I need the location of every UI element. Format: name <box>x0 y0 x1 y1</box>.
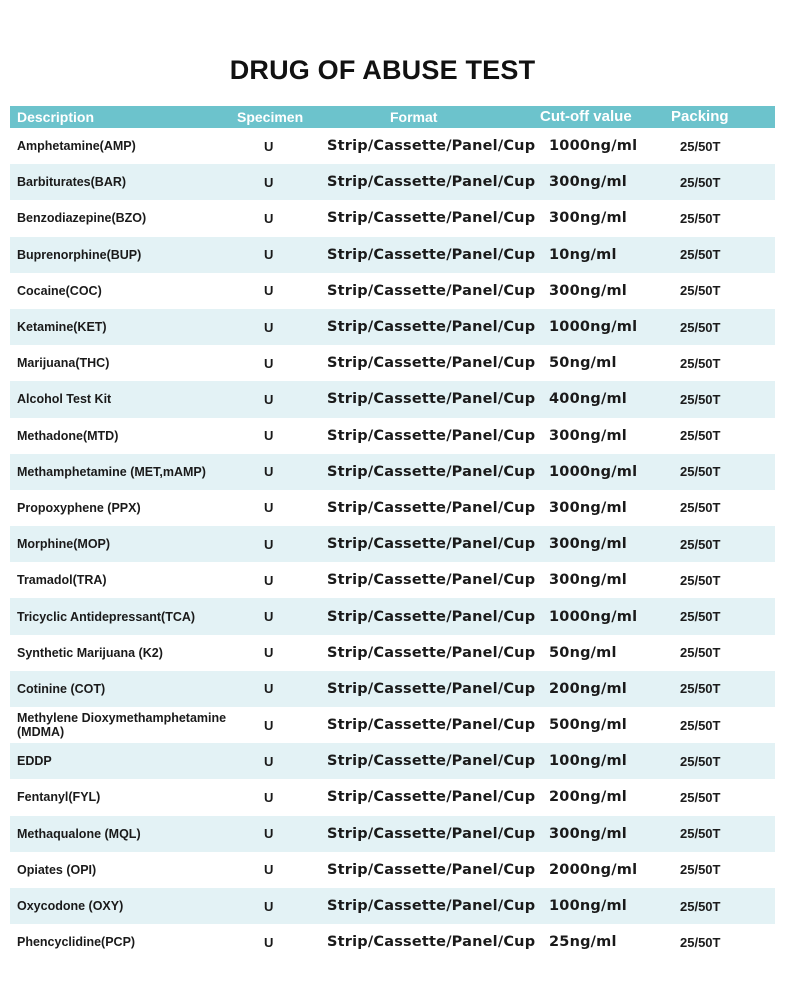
cell-description: Cotinine (COT) <box>17 681 106 696</box>
table-row <box>10 200 775 236</box>
cell-specimen: U <box>264 753 274 769</box>
cell-cutoff: 2000ng/ml <box>549 861 638 878</box>
page-title: DRUG OF ABUSE TEST <box>229 55 536 85</box>
drug-test-table <box>10 106 775 960</box>
cell-format: Strip/Cassette/Panel/Cup <box>327 753 536 770</box>
cell-specimen: U <box>264 391 274 407</box>
cell-description: EDDP <box>17 754 52 769</box>
cell-cutoff: 300ng/ml <box>549 825 627 842</box>
cell-specimen: U <box>264 247 274 263</box>
header-cutoff: Cut-off value <box>540 108 632 125</box>
cell-cutoff: 1000ng/ml <box>549 319 638 336</box>
cell-specimen: U <box>264 645 274 661</box>
table-row <box>10 273 775 309</box>
cell-cutoff: 300ng/ml <box>549 499 627 516</box>
cell-specimen: U <box>264 319 274 335</box>
cell-description: Amphetamine(AMP) <box>17 139 136 154</box>
cell-description: Morphine(MOP) <box>17 537 111 552</box>
table-row <box>10 743 775 779</box>
table-row <box>10 237 775 273</box>
cell-description: Propoxyphene (PPX) <box>17 500 141 515</box>
cell-cutoff: 400ng/ml <box>549 391 627 408</box>
cell-format: Strip/Cassette/Panel/Cup <box>327 355 536 372</box>
table-row <box>10 164 775 200</box>
cell-packing: 25/50T <box>680 138 721 154</box>
cell-cutoff: 100ng/ml <box>549 898 627 915</box>
cell-specimen: U <box>264 572 274 588</box>
cell-cutoff: 1000ng/ml <box>549 608 638 625</box>
cell-format: Strip/Cassette/Panel/Cup <box>327 717 536 734</box>
cell-description: Ketamine(KET) <box>17 320 107 335</box>
table-row <box>10 816 775 852</box>
cell-cutoff: 300ng/ml <box>549 427 627 444</box>
cell-description: Methadone(MTD) <box>17 428 119 443</box>
cell-packing: 25/50T <box>680 319 721 335</box>
cell-packing: 25/50T <box>680 428 721 444</box>
cell-description: Cocaine(COC) <box>17 283 102 298</box>
cell-format: Strip/Cassette/Panel/Cup <box>327 644 536 661</box>
cell-description: Benzodiazepine(BZO) <box>17 211 147 226</box>
cell-specimen: U <box>264 210 274 226</box>
table-row <box>10 418 775 454</box>
cell-format: Strip/Cassette/Panel/Cup <box>327 898 536 915</box>
cell-cutoff: 25ng/ml <box>549 934 617 951</box>
cell-cutoff: 50ng/ml <box>549 644 617 661</box>
cell-specimen: U <box>264 355 274 371</box>
table-row <box>10 779 775 815</box>
cell-specimen: U <box>264 826 274 842</box>
table-body <box>10 128 775 960</box>
cell-format: Strip/Cassette/Panel/Cup <box>327 282 536 299</box>
cell-specimen: U <box>264 934 274 950</box>
table-row <box>10 671 775 707</box>
cell-description: Marijuana(THC) <box>17 356 110 371</box>
cell-description: Fentanyl(FYL) <box>17 790 101 805</box>
cell-specimen: U <box>264 862 274 878</box>
cell-packing: 25/50T <box>680 609 721 625</box>
cell-description: Tramadol(TRA) <box>17 573 107 588</box>
table-row <box>10 345 775 381</box>
cell-format: Strip/Cassette/Panel/Cup <box>327 499 536 516</box>
cell-packing: 25/50T <box>680 898 721 914</box>
cell-format: Strip/Cassette/Panel/Cup <box>327 246 536 263</box>
cell-cutoff: 1000ng/ml <box>549 138 638 155</box>
header-packing: Packing <box>671 108 729 125</box>
cell-specimen: U <box>264 464 274 480</box>
cell-packing: 25/50T <box>680 717 721 733</box>
table-row <box>10 454 775 490</box>
table-row <box>10 309 775 345</box>
cell-packing: 25/50T <box>680 500 721 516</box>
cell-format: Strip/Cassette/Panel/Cup <box>327 789 536 806</box>
cell-format: Strip/Cassette/Panel/Cup <box>327 210 536 227</box>
cell-packing: 25/50T <box>680 753 721 769</box>
cell-packing: 25/50T <box>680 391 721 407</box>
cell-packing: 25/50T <box>680 355 721 371</box>
cell-format: Strip/Cassette/Panel/Cup <box>327 825 536 842</box>
cell-format: Strip/Cassette/Panel/Cup <box>327 536 536 553</box>
cell-packing: 25/50T <box>680 464 721 480</box>
cell-cutoff: 300ng/ml <box>549 572 627 589</box>
cell-cutoff: 500ng/ml <box>549 717 627 734</box>
cell-cutoff: 300ng/ml <box>549 174 627 191</box>
cell-format: Strip/Cassette/Panel/Cup <box>327 174 536 191</box>
cell-cutoff: 200ng/ml <box>549 680 627 697</box>
cell-packing: 25/50T <box>680 174 721 190</box>
cell-format: Strip/Cassette/Panel/Cup <box>327 680 536 697</box>
cell-packing: 25/50T <box>680 862 721 878</box>
cell-description: Methaqualone (MQL) <box>17 826 141 841</box>
cell-cutoff: 100ng/ml <box>549 753 627 770</box>
cell-description: Methylene Dioxymethamphetamine (MDMA) <box>17 711 227 740</box>
table-row <box>10 490 775 526</box>
header-specimen: Specimen <box>237 109 304 125</box>
cell-description: Oxycodone (OXY) <box>17 899 124 914</box>
cell-packing: 25/50T <box>680 934 721 950</box>
cell-cutoff: 10ng/ml <box>549 246 617 263</box>
table-row <box>10 888 775 924</box>
cell-packing: 25/50T <box>680 247 721 263</box>
cell-specimen: U <box>264 283 274 299</box>
table-row <box>10 635 775 671</box>
cell-description: Tricyclic Antidepressant(TCA) <box>17 609 196 624</box>
cell-packing: 25/50T <box>680 789 721 805</box>
cell-format: Strip/Cassette/Panel/Cup <box>327 572 536 589</box>
cell-specimen: U <box>264 174 274 190</box>
cell-packing: 25/50T <box>680 536 721 552</box>
cell-format: Strip/Cassette/Panel/Cup <box>327 861 536 878</box>
cell-description: Methamphetamine (MET,mAMP) <box>17 464 206 479</box>
cell-specimen: U <box>264 789 274 805</box>
cell-cutoff: 200ng/ml <box>549 789 627 806</box>
table-row <box>10 707 775 743</box>
cell-specimen: U <box>264 681 274 697</box>
table-header <box>10 106 775 128</box>
table-row <box>10 381 775 417</box>
cell-cutoff: 300ng/ml <box>549 282 627 299</box>
cell-cutoff: 300ng/ml <box>549 210 627 227</box>
table-row <box>10 852 775 888</box>
cell-description: Alcohol Test Kit <box>17 392 112 407</box>
cell-cutoff: 1000ng/ml <box>549 463 638 480</box>
cell-format: Strip/Cassette/Panel/Cup <box>327 427 536 444</box>
table-row <box>10 562 775 598</box>
cell-format: Strip/Cassette/Panel/Cup <box>327 319 536 336</box>
cell-packing: 25/50T <box>680 681 721 697</box>
cell-format: Strip/Cassette/Panel/Cup <box>327 391 536 408</box>
cell-packing: 25/50T <box>680 572 721 588</box>
cell-description: Synthetic Marijuana (K2) <box>17 645 163 660</box>
table-row <box>10 526 775 562</box>
header-description: Description <box>17 109 95 125</box>
cell-format: Strip/Cassette/Panel/Cup <box>327 934 536 951</box>
cell-specimen: U <box>264 536 274 552</box>
cell-format: Strip/Cassette/Panel/Cup <box>327 463 536 480</box>
cell-description: Phencyclidine(PCP) <box>17 935 136 950</box>
cell-specimen: U <box>264 609 274 625</box>
table-row <box>10 598 775 634</box>
cell-packing: 25/50T <box>680 283 721 299</box>
cell-description: Buprenorphine(BUP) <box>17 247 142 262</box>
cell-packing: 25/50T <box>680 645 721 661</box>
cell-packing: 25/50T <box>680 826 721 842</box>
cell-description: Barbiturates(BAR) <box>17 175 127 190</box>
table-row <box>10 128 775 164</box>
cell-cutoff: 50ng/ml <box>549 355 617 372</box>
cell-specimen: U <box>264 717 274 733</box>
cell-format: Strip/Cassette/Panel/Cup <box>327 138 536 155</box>
cell-specimen: U <box>264 138 274 154</box>
header-format: Format <box>390 109 438 125</box>
cell-format: Strip/Cassette/Panel/Cup <box>327 608 536 625</box>
cell-cutoff: 300ng/ml <box>549 536 627 553</box>
cell-packing: 25/50T <box>680 210 721 226</box>
cell-specimen: U <box>264 428 274 444</box>
cell-specimen: U <box>264 898 274 914</box>
table-row <box>10 924 775 960</box>
cell-specimen: U <box>264 500 274 516</box>
cell-description: Opiates (OPI) <box>17 862 97 877</box>
